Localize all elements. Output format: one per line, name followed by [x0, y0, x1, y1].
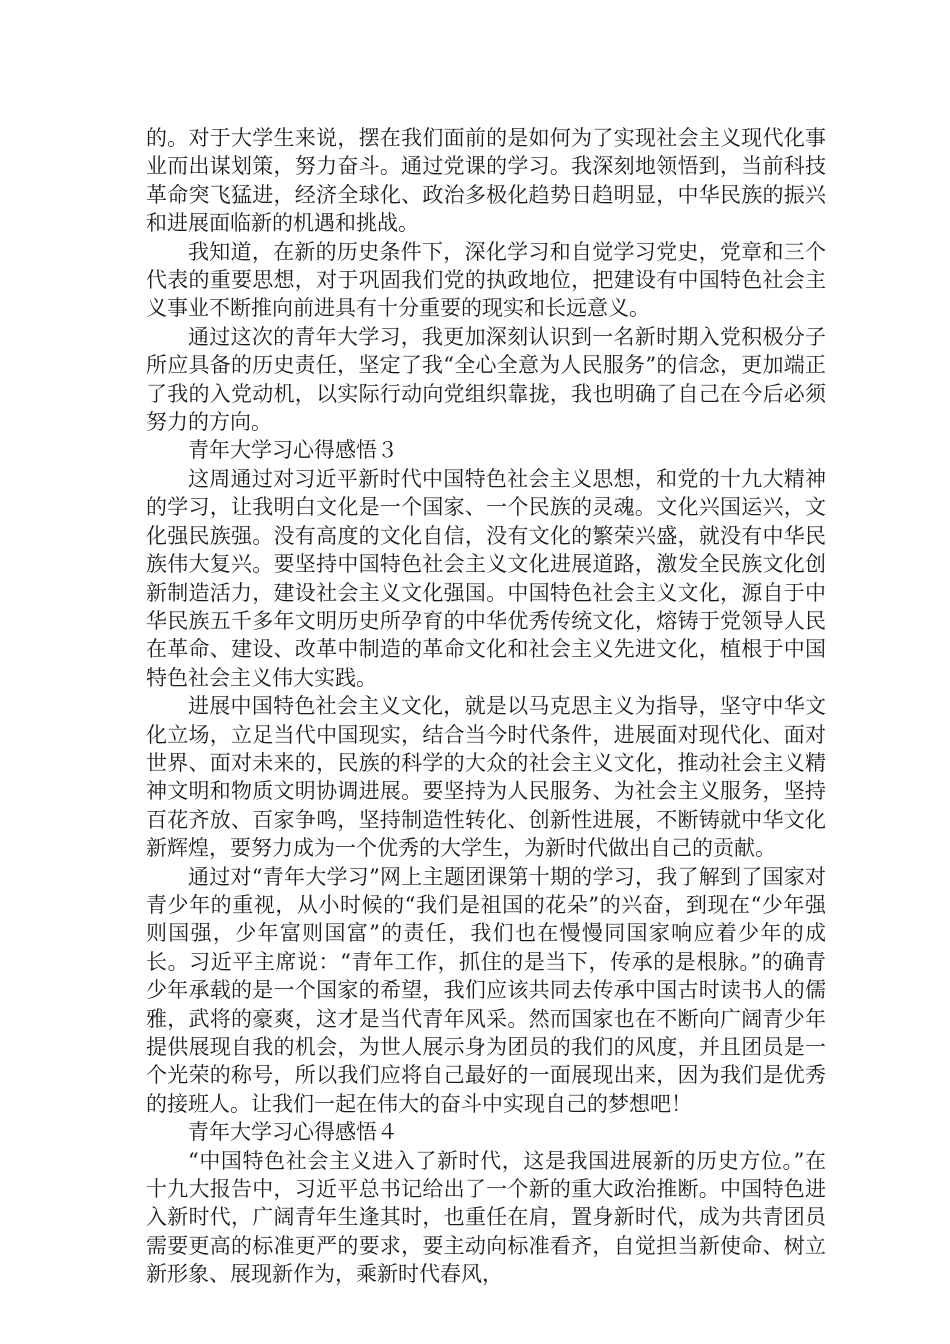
paragraph: 通过对“青年大学习”网上主题团课第十期的学习，我了解到了国家对青少年的重视，从小时候的“我们是祖国的花朵”的兴奋，到现在“少年强则国强，少年富则国富”的责任，我们也在慢慢同国家响应着少年的成长。习近平主席说：“青年工作，抓住的是当下，传承的是根脉。”的确青少年承载的是一个国家的希望，我们应该共同去传承中国古时读书人的儒雅，武将的豪爽，这才是当代青年风采。然而国家也在不断向广阔青少年提供展现自我的机会，为世人展示身为团员的我们的风度，并且团员是一个光荣的称号，所以我们应将自己最好的一面展现出来，因为我们是优秀的接班人。让我们一起在伟大的奋斗中实现自己的梦想吧！ [146, 864, 826, 1116]
paragraph: 我知道，在新的历史条件下，深化学习和自觉学习党史，党章和三个代表的重要思想，对于巩固我们党的执政地位，把建设有中国特色社会主义事业不断推向前进具有十分重要的现实和长远意义。 [146, 239, 826, 321]
paragraph: 通过这次的青年大学习，我更加深刻认识到一名新时期入党积极分子所应具备的历史责任，坚定了我“全心全意为人民服务”的信念，更加端正了我的入党动机，以实际行动向党组织靠拢，我也明确了自己在今后必须努力的方向。 [146, 324, 826, 435]
paragraph: 进展中国特色社会主义文化，就是以马克思主义为指导，坚守中华文化立场，立足当代中国现实，结合当今时代条件，进展面对现代化、面对世界、面对未来的，民族的科学的大众的社会主义文化，推动社会主义精神文明和物质文明协调进展。要坚持为人民服务、为社会主义服务，坚持百花齐放、百家争鸣，坚持制造性转化、创新性进展，不断铸就中华文化新辉煌，要努力成为一个优秀的大学生，为新时代做出自己的贡献。 [146, 694, 826, 861]
paragraph-continuation: 的。对于大学生来说，摆在我们面前的是如何为了实现社会主义现代化事业而出谋划策，努力奋斗。通过党课的学习。我深刻地领悟到，当前科技革命突飞猛进，经济全球化、政治多极化趋势日趋明显，中华民族的振兴和进展面临新的机遇和挑战。 [146, 126, 826, 236]
section-heading-4: 青年大学习心得感悟４ [188, 1120, 398, 1145]
paragraph: 这周通过对习近平新时代中国特色社会主义思想，和党的十九大精神的学习，让我明白文化是一个国家、一个民族的灵魂。文化兴国运兴，文化强民族强。没有高度的文化自信，没有文化的繁荣兴盛，就没有中华民族伟大复兴。要坚持中国特色社会主义文化进展道路，激发全民族文化创新制造活力，建设社会主义文化强国。中国特色社会主义文化，源自于中华民族五千多年文明历史所孕育的中华优秀传统文化，熔铸于党领导人民在革命、建设、改革中制造的革命文化和社会主义先进文化，植根于中国特色社会主义伟大实践。 [146, 466, 826, 690]
paragraph: “中国特色社会主义进入了新时代，这是我国进展新的历史方位。”在十九大报告中，习近平总书记给出了一个新的重大政治推断。中国特色进入新时代，广阔青年生逢其时，也重任在肩，置身新时代，成为共青团员需要更高的标准更严的要求，要主动向标准看齐，自觉担当新使命、树立新形象、展现新作为，乘新时代春风， [146, 1148, 826, 1287]
section-heading-3: 青年大学习心得感悟３ [188, 438, 398, 463]
document-body [146, 124, 826, 1289]
